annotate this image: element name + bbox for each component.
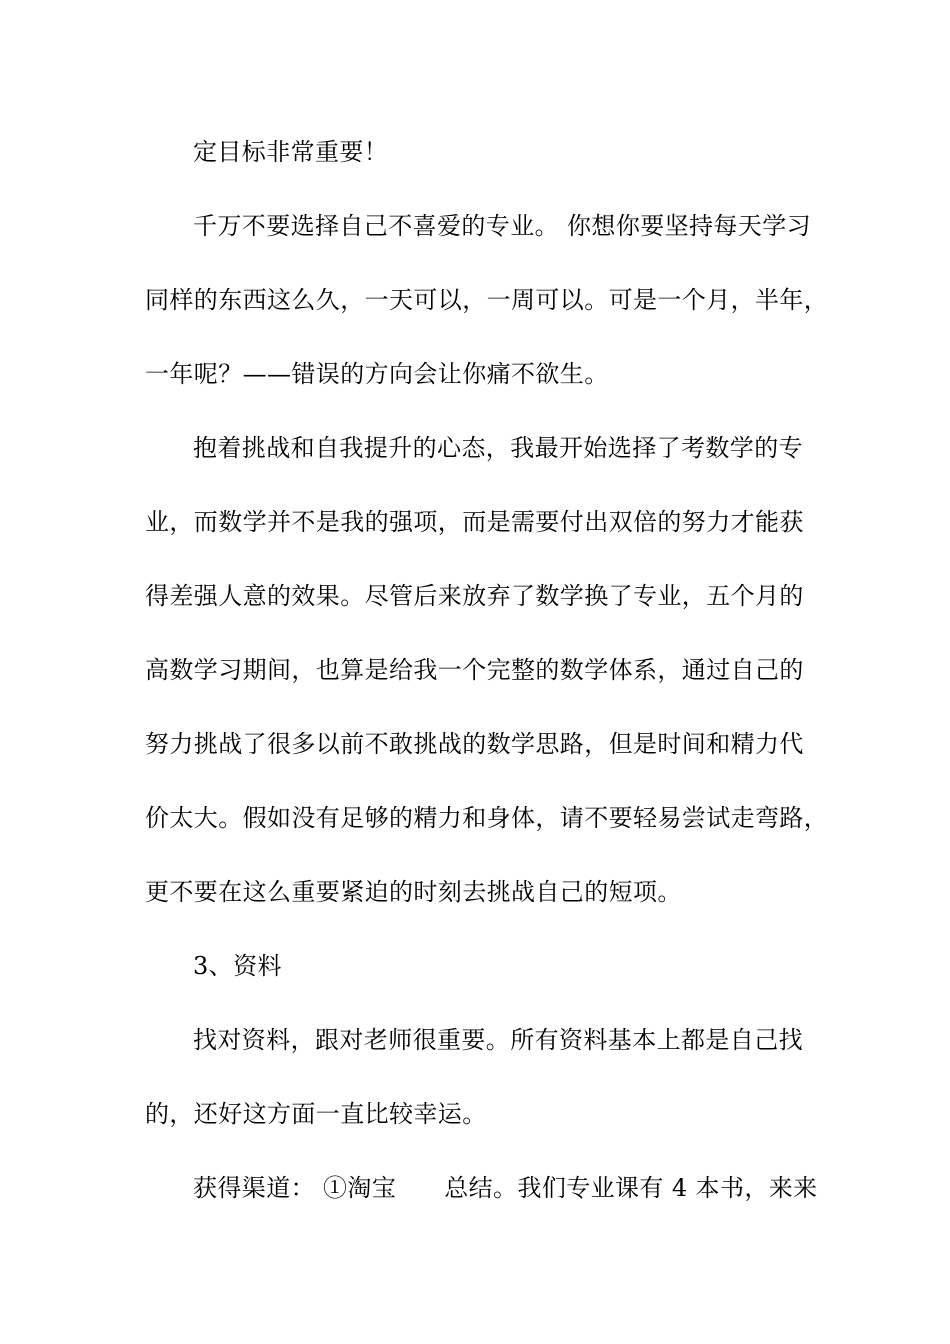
paragraph-line: 千万不要选择自己不喜爱的专业。 你想你要坚持每天学习 [193, 212, 812, 240]
paragraph-line: 更不要在这么重要紧迫的时刻去挑战自己的短项。 [145, 878, 682, 906]
channel-label: 获得渠道： [193, 1174, 315, 1202]
paragraph-line: 努力挑战了很多以前不敢挑战的数学思路，但是时间和精力代 [145, 730, 804, 758]
paragraph-line: 高数学习期间，也算是给我一个完整的数学体系，通过自己的 [145, 656, 804, 684]
paragraph-line: 得差强人意的效果。尽管后来放弃了数学换了专业，五个月的 [145, 582, 804, 610]
paragraph-line: 一年呢？——错误的方向会让你痛不欲生。 [145, 360, 609, 388]
paragraph-line: 业，而数学并不是我的强项，而是需要付出双倍的努力才能获 [145, 508, 804, 536]
paragraph-line: 同样的东西这么久，一天可以，一周可以。可是一个月，半年， [145, 286, 829, 314]
paragraph-line: 找对资料，跟对老师很重要。所有资料基本上都是自己找 [193, 1026, 803, 1054]
summary-text: 总结。我们专业课有 4 本书，来来 [444, 1174, 818, 1202]
paragraph-line: 定目标非常重要！ [193, 138, 389, 166]
section-heading: 3、资料 [193, 952, 282, 980]
paragraph-line: 抱着挑战和自我提升的心态，我最开始选择了考数学的专 [193, 434, 803, 462]
paragraph-line [193, 1172, 863, 1204]
paragraph-line: 的，还好这方面一直比较幸运。 [145, 1100, 487, 1128]
paragraph-line: 价太大。假如没有足够的精力和身体，请不要轻易尝试走弯路， [145, 804, 829, 832]
channel-item: ①淘宝 [323, 1174, 397, 1202]
